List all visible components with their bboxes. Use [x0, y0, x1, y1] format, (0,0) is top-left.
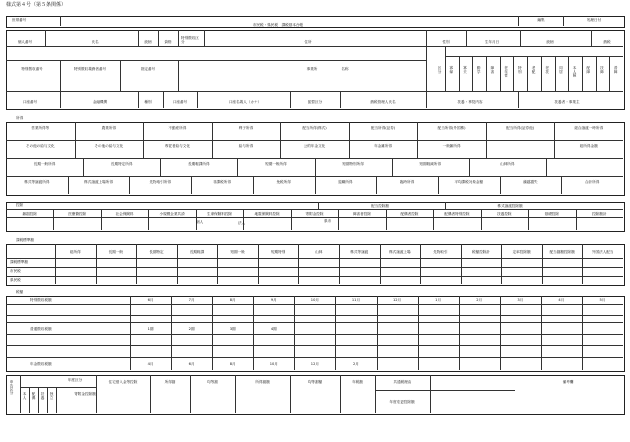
- deduction-header: 扶養・専従内容: [457, 100, 483, 104]
- income-cell-label: 配当所得(証券他): [506, 126, 535, 130]
- deduction-cell-label: 配偶者控除: [400, 212, 419, 216]
- levy-pension-label: 年金徴収税額: [30, 362, 52, 366]
- income-cell-label: 長期特定所得: [110, 162, 133, 166]
- remarks-label: 備考欄: [562, 380, 574, 384]
- year-class-header: 年度区分: [67, 378, 83, 382]
- bottom-col-label: 住宅借入金等控除: [108, 380, 138, 384]
- income-cell-label: 一般雑所得: [442, 144, 461, 148]
- class-label: 寡婦: [449, 66, 454, 74]
- income-cell-label: 繰越損失: [523, 180, 538, 184]
- class-label: 寡夫: [463, 66, 468, 74]
- bottom-col-label: 共通税理由: [393, 380, 412, 384]
- levy-month-label: 10月: [310, 298, 319, 302]
- standard-row-label: 課税標準額: [10, 260, 28, 264]
- income-cell-label: 合計所得: [584, 180, 600, 184]
- income-cell-label: 農業所得: [101, 126, 117, 130]
- bottom-col-label: 年税額: [352, 380, 363, 384]
- income-cell-label: 年金雑所得: [374, 144, 393, 148]
- income-cell-label: 臨時所得: [399, 180, 415, 184]
- income-cell-label: 短期特別所得: [342, 162, 364, 166]
- deduction-cell-label: 小規模企業共済: [159, 212, 185, 216]
- deduction-cell-label: 生命保険料控除: [206, 212, 233, 216]
- income-cell-label: 短期一般所得: [265, 162, 287, 166]
- levy-pension-month-label: 12月: [310, 362, 319, 366]
- declare-class-label: 申告区分: [10, 380, 14, 395]
- income-cell-label: 総所得金額: [579, 144, 598, 148]
- name-header: 氏名: [91, 40, 99, 44]
- special-payer-no-header: 特別徴収義務者番号: [73, 67, 107, 71]
- class-label: 扶障: [600, 66, 605, 74]
- dividend-deduction-label: 配当控除額: [371, 204, 389, 208]
- declare-sub-label: 扶養: [41, 392, 45, 400]
- stock-transfer-deduction-label: 株式譲渡控除額: [497, 204, 523, 208]
- levy-month-label: 12月: [392, 298, 402, 302]
- income-cell-label: 短期軽減所得: [419, 162, 441, 166]
- levy-pension-month-label: 4月: [147, 362, 154, 366]
- levy-pension-month-label: 2月: [353, 362, 359, 366]
- income-cell-label: 免税所得: [276, 180, 291, 184]
- income-cell-label: 退職所得: [338, 180, 353, 184]
- class-label: 特別: [518, 66, 523, 74]
- income-cell-label: 配当所得(外国株): [437, 126, 466, 130]
- standard-col-label: 長期軽課: [189, 250, 205, 254]
- income-cell-label: 山林所得: [500, 162, 515, 166]
- class-label: 配障: [586, 66, 591, 74]
- class-label: 同居: [559, 66, 564, 74]
- address-header: 住所: [304, 40, 312, 44]
- income-cell-label: 長期一般所得: [33, 162, 56, 166]
- class-label: 老配: [532, 66, 536, 74]
- income-cell-label: 先物取引所得: [149, 180, 172, 184]
- standard-col-label: 定率控除額: [512, 250, 531, 254]
- declare-sub-label: 本人: [23, 392, 27, 400]
- levy-month-label: 6月: [147, 298, 154, 302]
- deduction-sub-individual: 個人: [196, 220, 204, 224]
- class-label: 勤学: [477, 66, 482, 74]
- levy-month-label: 2月: [476, 298, 483, 302]
- header-frame: [6, 16, 625, 28]
- income-cell-label: 営業所得等: [31, 126, 50, 130]
- household-no-label: 世帯番号: [12, 18, 27, 22]
- branch-header: 種別: [144, 100, 152, 104]
- deduction-sub-corp: 法人: [238, 221, 246, 225]
- deduction-cell-label: 地震保険料控除: [254, 212, 280, 216]
- standard-col-label: 配当割額控除額: [549, 250, 575, 254]
- income-cell-label: 株式譲渡上場所得: [84, 180, 113, 184]
- income-cell-label: 利子所得: [238, 126, 254, 130]
- birthdate-header: 生年月日: [484, 40, 500, 44]
- donation-deduction-label: 寄附金控除額: [74, 392, 96, 396]
- deduction-section-label: 控除: [16, 203, 24, 207]
- income-cell-label: 配当所得(株式): [302, 126, 327, 130]
- bottom-col-label: 所得割: [164, 380, 176, 384]
- income-cell-label: 長期軽課所得: [188, 162, 210, 166]
- standard-col-label: 長期一般: [108, 250, 124, 254]
- income-cell-label: 非課税所得: [212, 180, 231, 184]
- class-label: 老年者: [504, 66, 509, 77]
- special-header: 特別徴収区分: [181, 36, 199, 44]
- income-cell-label: 平均課税対象金額: [454, 180, 484, 184]
- class-label: 普障: [614, 66, 619, 74]
- special-no-header: 特別徴収番号: [21, 67, 43, 71]
- income-cell-label: その他の給与文化: [25, 144, 55, 148]
- tax-payment-header: 納税: [603, 40, 611, 44]
- designated-no-header: 指定番号: [140, 67, 156, 71]
- class-label: 本人障: [573, 66, 578, 77]
- levy-month-label: 7月: [188, 298, 195, 302]
- account-no-header: 口座番号: [22, 100, 38, 104]
- ledger-title: 市民税・県民税 課税基本台帳: [252, 23, 304, 27]
- income-cell-label: 公的年金文化: [303, 144, 326, 148]
- declare-sub-label: 配偶: [32, 392, 36, 400]
- levy-pension-month-label: 8月: [229, 362, 236, 366]
- levy-period-label: 2期: [188, 327, 195, 331]
- income-cell-label: その他の給与文化: [94, 144, 124, 148]
- status-header: 続柄: [546, 40, 554, 44]
- class-vertical-label: 区分: [438, 66, 442, 74]
- income-section-label: 所得: [16, 116, 24, 120]
- office-header: 事業所: [306, 67, 318, 71]
- standard-row-label: 市民税: [10, 269, 21, 273]
- dependents-header: 扶養者・事業主: [554, 100, 580, 104]
- standard-col-label: 株式等譲渡: [350, 250, 369, 254]
- income-cell-label: 専従者給与文化: [164, 144, 190, 148]
- income-cell-label: 不動産所得: [168, 126, 187, 130]
- standard-section-label: 課税標準額: [16, 238, 34, 242]
- office-name-header: 名称: [341, 67, 349, 71]
- bottom-col-label: 所得割額: [255, 380, 270, 384]
- edit-label: 編集: [537, 18, 545, 22]
- standard-col-label: 株式譲渡上場: [389, 250, 411, 254]
- account-holder-header: 口座番号: [172, 100, 188, 104]
- class-label: 障害: [490, 66, 495, 74]
- standard-col-label: 長期特定: [149, 250, 164, 254]
- form-title: 様式第４号（第５条関係）: [6, 2, 67, 8]
- levy-section-label: 税額: [16, 290, 24, 294]
- deduction-cell-label: 基礎控除: [544, 212, 559, 216]
- income-cell-label: 配当所得(証券): [370, 126, 396, 130]
- standard-col-label: 外国法人配当: [591, 250, 614, 254]
- deduction-cell-label: 寄附金控除: [305, 212, 324, 216]
- deduction-cell-label: 医療費控除: [68, 212, 87, 216]
- levy-period-label: 3期: [229, 327, 236, 331]
- standard-row-label: 県民税: [10, 278, 21, 282]
- deduction-cell-label: 障害者控除: [352, 212, 371, 216]
- levy-special-label: 特別徴収税額: [30, 298, 52, 302]
- standard-col-label: 山林: [315, 250, 323, 254]
- account-class-header: 振替区分: [307, 100, 323, 104]
- income-cell-label: 株式等譲渡所得: [24, 180, 50, 184]
- account-kana-header: 口座名義人（カナ）: [228, 100, 262, 104]
- deduction-cell-label: 扶養控除: [497, 212, 512, 216]
- bottom-col-label: 均等割額: [307, 380, 323, 384]
- income-cell-label: 総合譲渡一時所得: [574, 126, 604, 130]
- deduction-sub-pref: 県市: [324, 219, 332, 223]
- deduction-cell-label: 控除額計: [592, 212, 607, 216]
- declare-sub-label: 独立: [50, 392, 54, 400]
- sex-header: 性別: [442, 40, 450, 44]
- levy-period-label: 4期: [270, 327, 277, 331]
- deduction-cell-label: 社会保険料: [115, 212, 134, 216]
- relation-header: 続柄: [144, 40, 152, 44]
- levy-period-label: 1期: [147, 327, 154, 331]
- levy-month-label: 8月: [229, 298, 236, 302]
- levy-month-label: 9月: [270, 298, 277, 302]
- levy-month-label: 11月: [351, 298, 361, 302]
- levy-ordinary-label: 普通徴収税額: [30, 327, 52, 331]
- income-frame: [6, 122, 625, 196]
- standard-col-label: 総所得: [69, 250, 81, 254]
- levy-month-label: 3月: [517, 298, 524, 302]
- levy-month-label: 4月: [558, 298, 565, 302]
- levy-pension-month-label: 6月: [188, 362, 195, 366]
- payee-header: 納税管理人氏名: [370, 100, 396, 104]
- income-cell-label: 給与所得: [238, 144, 254, 148]
- year-change-deduction-label: 年度変更控除額: [389, 400, 415, 404]
- bank-header: 金融機関: [92, 100, 108, 104]
- standard-col-label: 短期特別: [270, 250, 286, 254]
- class-label: 老扶: [545, 66, 550, 74]
- process-date-label: 処理日付: [586, 18, 602, 22]
- standard-col-label: 先物取引: [433, 250, 448, 254]
- levy-pension-month-label: 10月: [269, 362, 278, 366]
- deduction-cell-label: 雑損控除: [22, 212, 37, 216]
- levy-month-label: 5月: [599, 298, 606, 302]
- deduction-cell-label: 配偶者特別控除: [444, 212, 470, 216]
- qualification-header: 資格: [164, 40, 172, 44]
- bottom-col-label: 均等割: [207, 380, 218, 384]
- standard-col-label: 税額控除計: [472, 250, 490, 254]
- standard-col-label: 短期一般: [230, 250, 245, 254]
- personal-no-header: 個人番号: [17, 40, 33, 44]
- levy-month-label: 1月: [435, 298, 442, 302]
